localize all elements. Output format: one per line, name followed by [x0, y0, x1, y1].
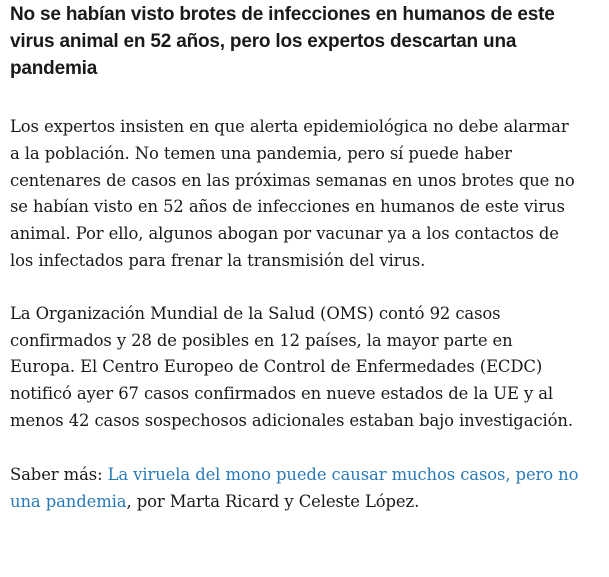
article-paragraph: Los expertos insisten en que alerta epidemiológica no debe alarmar a la población. No temen una pandemia, pero sí puede haber centenares de casos en las próximas semanas en unos brotes que no se habían visto en 52 años de infecciones en humanos de este virus animal. Por ello, algunos abogan por vacunar ya a los contactos de los infectados para frenar la transmisión del virus.	[10, 117, 575, 270]
read-more-paragraph	[10, 462, 580, 516]
read-more-authors: , por Marta Ricard y Celeste López.	[126, 491, 420, 511]
read-more-prefix: Saber más:	[10, 464, 108, 484]
article-paragraph: La Organización Mundial de la Salud (OMS) contó 92 casos confirmados y 28 de posibles en 12 países, la mayor parte en Europa. El Centro Europeo de Control de Enfermedades (ECDC) notificó ayer 67 casos confirmados en nueve estados de la UE y al menos 42 casos sospechosos adicionales estaban bajo investigación.	[10, 303, 573, 430]
article-subheadline: No se habían visto brotes de infecciones en humanos de este virus animal en 52 años, pero los expertos descartan una pandemia	[10, 4, 555, 79]
related-article-link[interactable]: La viruela del mono puede causar muchos casos, pero no una pandemia	[10, 464, 579, 511]
article-body	[10, 0, 580, 515]
